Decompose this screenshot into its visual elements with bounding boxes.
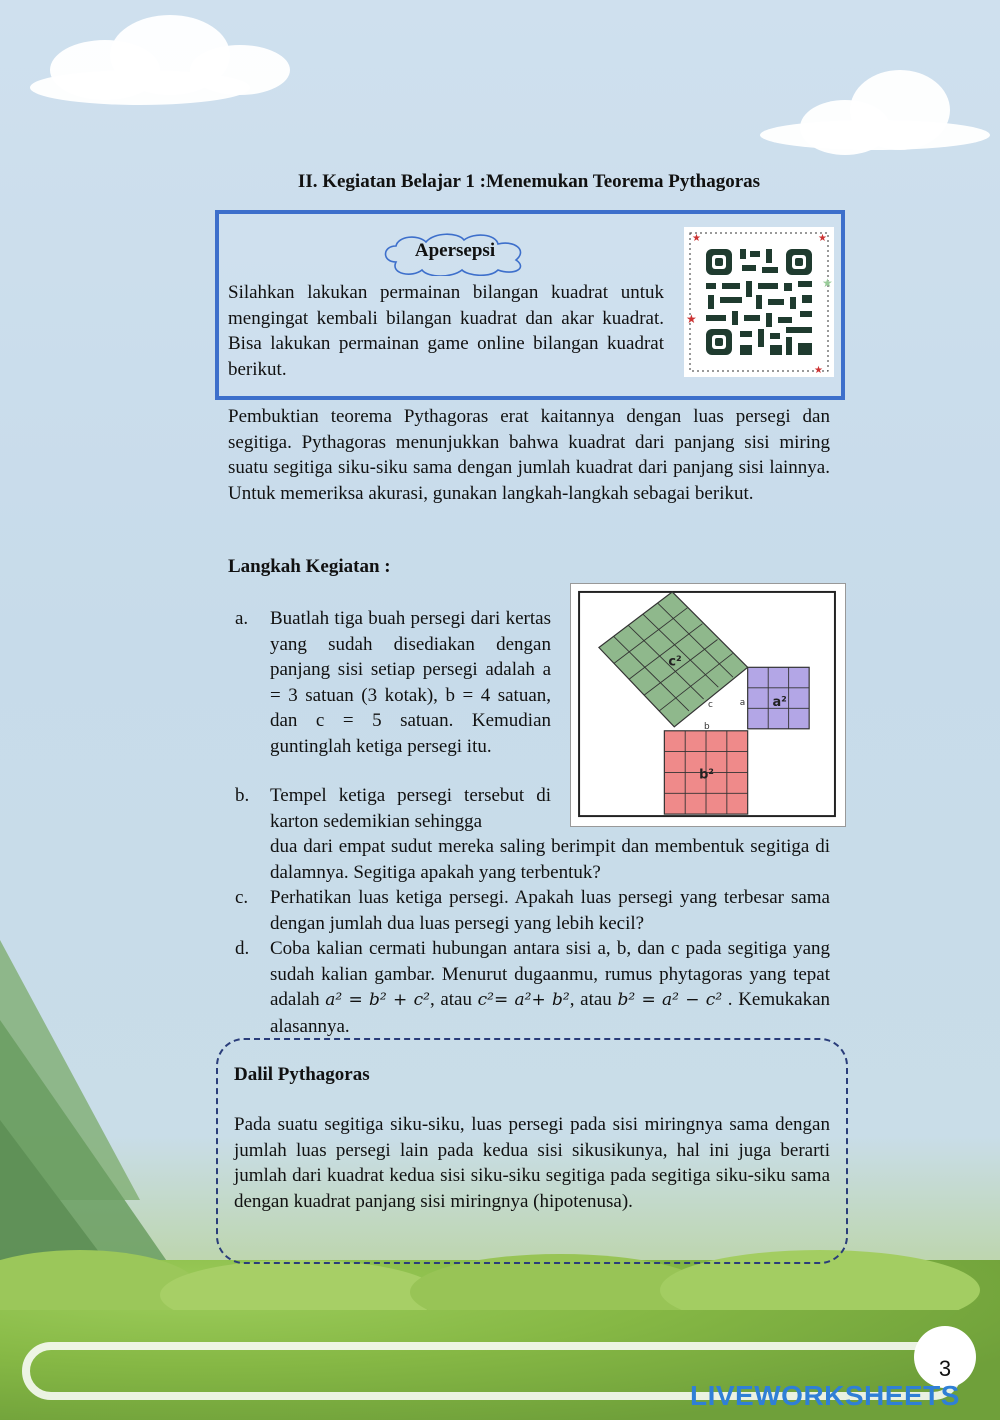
step-d-text-1: Coba kalian cermati hubungan antara sisi a, b, dan c pada segitiga yang sudah kalian gambar. Menurut dugaanmu, rumus phytagoras yang tepat adalah <box>270 938 830 1010</box>
label-b: b <box>704 721 710 732</box>
step-b-top <box>235 783 551 834</box>
apersepsi-label: Apersepsi <box>414 240 496 261</box>
pythagoras-figure <box>570 583 846 827</box>
step-c-text: Perhatikan luas ketiga persegi. Apakah luas persegi yang terbesar sama dengan jumlah dua luas persegi yang lebih kecil? <box>270 887 830 934</box>
svg-text:★: ★ <box>822 276 833 290</box>
formula-3: b² = a² − c² <box>617 990 723 1010</box>
brand-text: LIVEWORKSHEETS <box>690 1380 960 1411</box>
label-c2: c² <box>668 654 682 670</box>
dalil-title: Dalil Pythagoras <box>234 1064 370 1085</box>
step-b-bottom: dua dari empat sudut mereka saling berimpit dan membentuk segitiga di dalamnya. Segitiga apakah yang terbentuk? <box>270 836 830 883</box>
svg-text:★: ★ <box>818 233 827 244</box>
apersepsi-text: Silahkan lakukan permainan bilangan kuadrat untuk mengingat kembali bilangan kuadrat dan akar kuadrat. Bisa lakukan permainan game online bilangan kuadrat berikut. <box>228 282 664 380</box>
step-a-letter: a. <box>235 608 249 629</box>
step-d-text-2: , atau <box>429 989 472 1010</box>
label-b2: b² <box>699 767 714 783</box>
step-d-text-3: , atau <box>569 989 612 1010</box>
step-b-letter: b. <box>235 785 250 806</box>
svg-text:★: ★ <box>686 312 697 326</box>
svg-text:★: ★ <box>814 365 823 376</box>
step-d-text-4: . Kemukakan alasannya. <box>270 989 830 1037</box>
dalil-text: Pada suatu segitiga siku-siku, luas persegi pada sisi miringnya sama dengan jumlah luas persegi lain pada kedua sisi sikusikunya, hal ini juga berarti jumlah dari kuadrat kedua sisi siku-siku segitiga pada segitiga siku-siku sama dengan kuadrat panjang sisi miringnya (hipotenusa). <box>234 1114 830 1212</box>
section-title: II. Kegiatan Belajar 1 :Menemukan Teorema Pythagoras <box>297 171 761 192</box>
step-a <box>235 606 551 759</box>
brand-logo <box>690 1380 960 1412</box>
label-c: c <box>708 699 713 710</box>
formula-1: a² = b² + c² <box>325 990 430 1010</box>
svg-text:★: ★ <box>692 233 701 244</box>
step-d-letter: d. <box>235 938 250 959</box>
label-a2: a² <box>772 694 787 710</box>
formula-2: c²= a²+ b² <box>477 990 570 1010</box>
label-a: a <box>739 698 746 708</box>
step-c-letter: c. <box>235 887 249 908</box>
step-d <box>235 936 830 1039</box>
page-number: 3 <box>938 1356 952 1381</box>
intro-paragraph: Pembuktian teorema Pythagoras erat kaitannya dengan luas persegi dan segitiga. Pythagoras menunjukkan bahwa kuadrat dari panjang sisi miring suatu segitiga siku-siku sama dengan jumlah kuadrat dari panjang sisi lainnya. Untuk memeriksa akurasi, gunakan langkah-langkah sebagai berikut. <box>228 406 830 504</box>
qr-code[interactable] <box>684 227 834 377</box>
step-a-text: Buatlah tiga buah persegi dari kertas yang sudah disediakan dengan panjang sisi setiap persegi adalah a = 3 satuan (3 kotak), b = 4 satuan, dan c = 5 satuan. Kemudian guntinglah ketiga persegi itu. <box>270 608 551 757</box>
steps-title: Langkah Kegiatan : <box>228 556 391 577</box>
step-b-text-top: Tempel ketiga persegi tersebut di karton sedemikian sehingga <box>270 785 551 832</box>
step-c <box>235 885 830 936</box>
